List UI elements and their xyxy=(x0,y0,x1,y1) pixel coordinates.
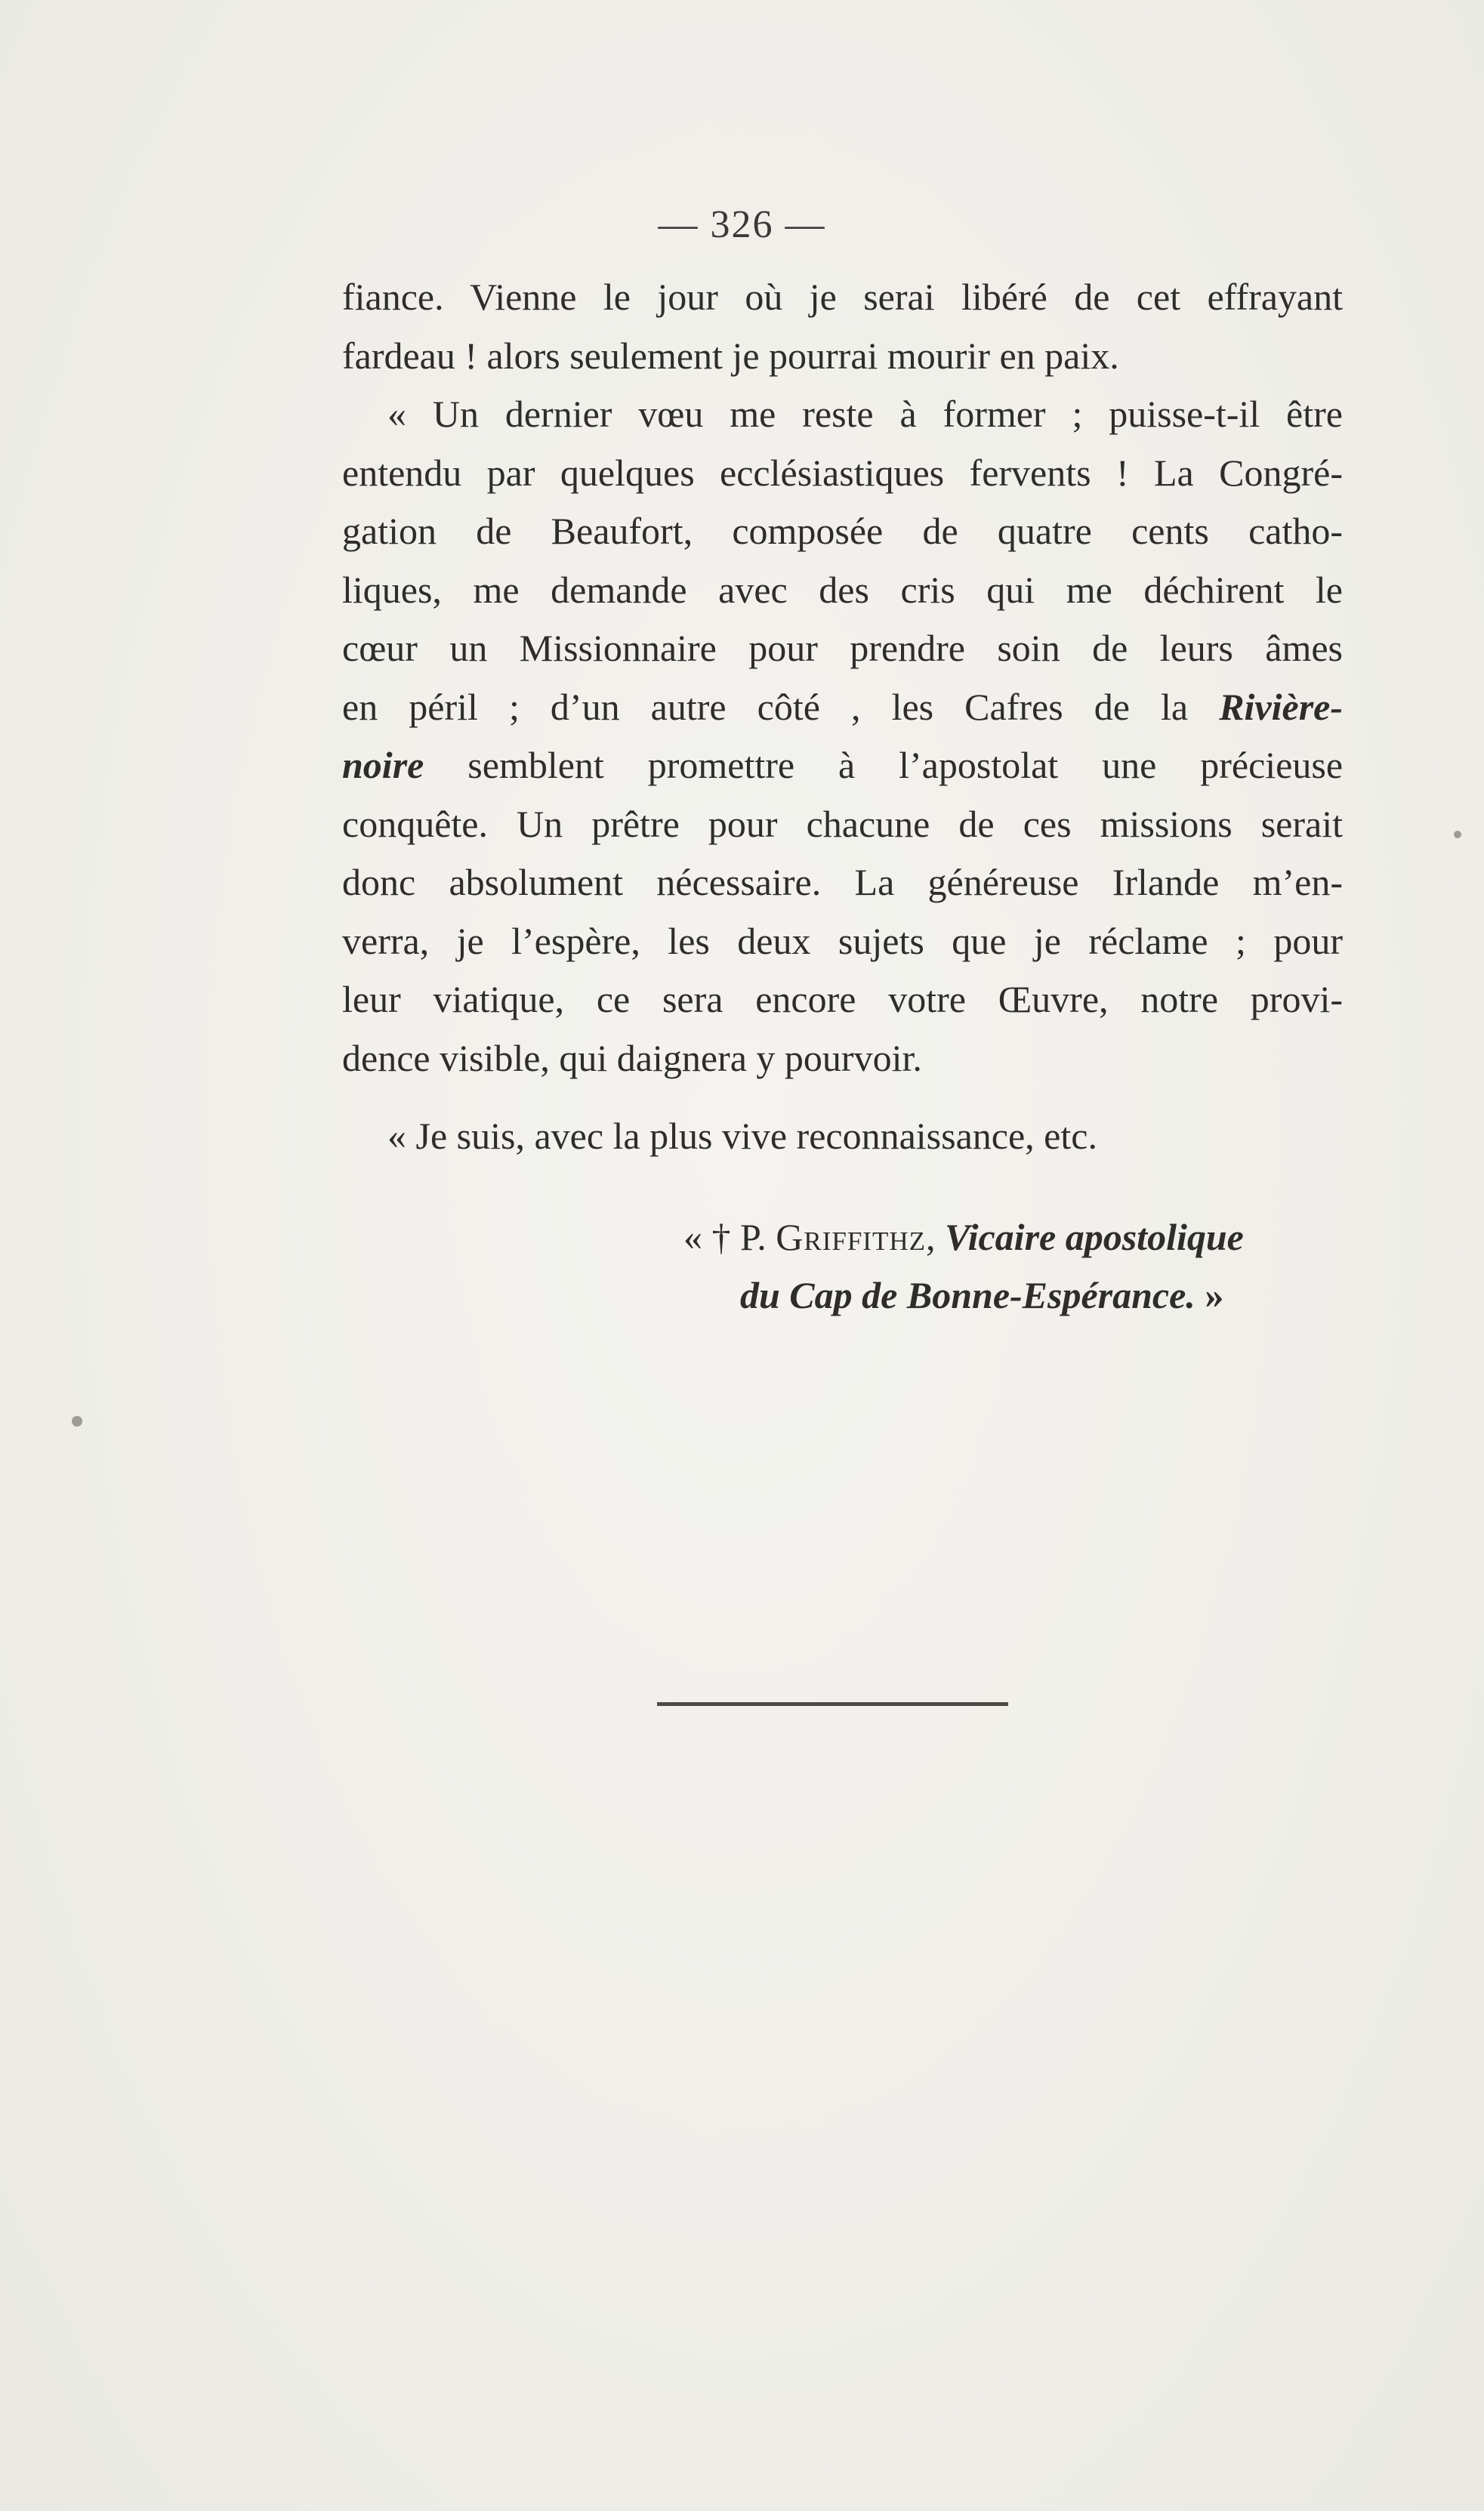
signature-line: « † P. Griffithz, Vicaire apostolique xyxy=(683,1216,1244,1258)
paper-speck xyxy=(1454,831,1461,838)
body-line: cœur un Missionnaire pour prendre soin de leurs âmes xyxy=(342,627,1343,669)
page-number: — 326 — xyxy=(658,203,826,246)
signature-place: du Cap de Bonne-Espérance. xyxy=(740,1274,1196,1316)
body-line: donc absolument nécessaire. La généreuse Irlande m’en- xyxy=(342,861,1343,903)
body-line: verra, je l’espère, les deux sujets que je réclame ; pour xyxy=(342,919,1343,962)
body-line: conquête. Un prêtre pour chacune de ces missions serait xyxy=(342,802,1343,845)
signature-name: Griffithz xyxy=(776,1216,926,1258)
signature-prefix: « † P. xyxy=(683,1216,767,1258)
body-line: fiance. Vienne le jour où je serai libéré de cet effrayant xyxy=(342,276,1343,318)
body-line: dence visible, qui daignera y pourvoir. xyxy=(342,1036,922,1079)
body-line-with-italic xyxy=(342,678,1343,737)
italic-place-name: noire xyxy=(342,744,424,786)
body-line-text: en péril ; d’un autre côté , les Cafres de la xyxy=(342,685,1189,728)
body-line: fardeau ! alors seulement je pourrai mourir en paix. xyxy=(342,334,1119,377)
section-divider xyxy=(657,1702,1008,1706)
body-line: liques, me demande avec des cris qui me déchirent le xyxy=(342,568,1343,611)
closing-line: « Je suis, avec la plus vive reconnaissance, etc. xyxy=(387,1115,1097,1157)
signature-close: » xyxy=(1205,1274,1224,1316)
signature-line xyxy=(683,1266,1244,1325)
body-line: gation de Beaufort, composée de quatre cents catho- xyxy=(342,510,1343,552)
italic-place-name: Rivière- xyxy=(1219,685,1344,728)
paper-speck xyxy=(72,1416,82,1427)
body-line: « Un dernier vœu me reste à former ; puisse-t-il être xyxy=(387,393,1343,435)
signature-block xyxy=(683,1208,1244,1325)
body-line-with-italic xyxy=(342,736,1343,795)
letter-body xyxy=(342,268,1343,1166)
body-line-text: semblent promettre à l’apostolat une précieuse xyxy=(467,744,1344,786)
signature-title: Vicaire apostolique xyxy=(945,1216,1244,1258)
body-line: entendu par quelques ecclésiastiques fervents ! La Congré- xyxy=(342,451,1343,494)
body-line: leur viatique, ce sera encore votre Œuvre, notre provi- xyxy=(342,978,1343,1020)
